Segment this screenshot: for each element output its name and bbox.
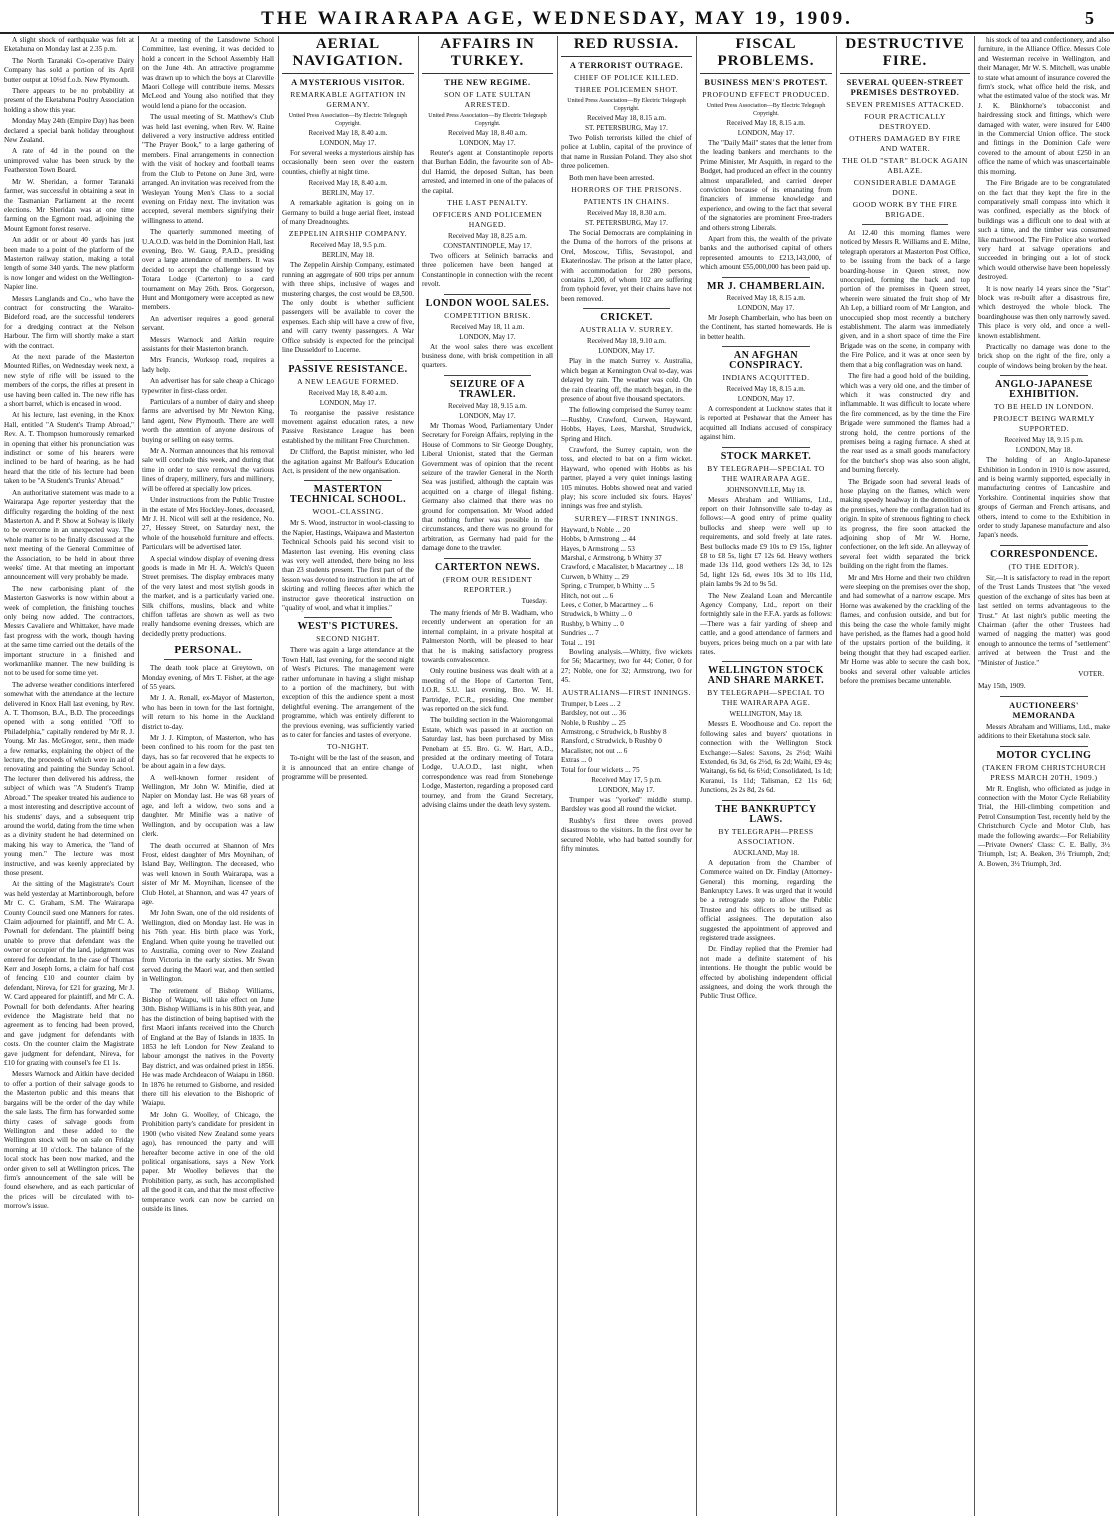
scorecard-line: Spring, c Trumper, b Whitty ... 5	[561, 582, 655, 591]
news-paragraph: Mr R. English, who officiated as judge in connection with the Motor Cycle Reliability Trial, the Hill-climbing competition and Petrol Consumption Test, recently held by the Christchurch Cycle and Motor Club, has made the following awards:—For Reliability—Private Owners' Class: C. E. Bally, 3½ Triumph, 1st; A. Beaken, 3½ Triumph, 2nd; A. Bowen, 3½ Triumph, 3rd.	[978, 784, 1110, 868]
news-paragraph: The holding of an Anglo-Japanese Exhibition in London in 1910 is now assured, and is being warmly supported, especially in manufacturing centres of Lancashire and Yorkshire. Continental inquiries show that groups of German and French artisans, and others, intend to come to the Exhibition in order to study Japanese manufacture and also Japan's needs.	[978, 456, 1110, 540]
divider	[862, 224, 948, 225]
news-paragraph: Two officers at Selinich barracks and three policemen have been hanged at Constantinople in connection with the recent revolt.	[422, 252, 553, 289]
section-heading-personal: PERSONAL.	[174, 644, 242, 657]
scorecard-line: Rushby, b Whitty ... 0	[561, 619, 624, 628]
placeline: CONSTANTINOPLE, May 17.	[443, 242, 532, 251]
news-paragraph: The many friends of Mr B. Wadham, who recently underwent an operation for an internal complaint, in a private hospital at Palmerston North, will be pleased to hear that he is making satisfactory progress towards convalescence.	[422, 608, 553, 664]
article-subheadline: INDIANS ACQUITTED.	[722, 372, 810, 382]
scorecard-line: Ransford, c Strudwick, b Rushby 0	[561, 737, 662, 746]
placeline: LONDON, May 17.	[737, 394, 795, 403]
personal-item: A well-known former resident of Wellington, Mr John W. Minifie, died at Napier on Monday last. He was 68 years of age, and left a widow, two sons and a daughter. Mr Minifie was a native of Wellington, and by occupation was a law clerk.	[142, 773, 274, 839]
news-paragraph: To-night will be the last of the season, and it is announced that an entire change of programme will be presented.	[282, 754, 414, 782]
divider	[722, 661, 810, 662]
news-paragraph: Mr S. Wood, instructor in wool-classing to the Napier, Hastings, Waipawa and Masterton Technical Schools paid his second visit to Masterton last evening. His evening class was very well attended, there being no less than 23 students present. The first part of the lesson was devoted to instruction in the art of skirting and rolling fleeces after which the instructor gave theoretical instruction on "quality of wool, and what it implies."	[282, 519, 414, 612]
article-headline: MOTOR CYCLING	[996, 749, 1092, 761]
news-paragraph: It is now nearly 14 years since the "Star" block was re-built after a disastrous fire, which destroyed the whole block. The boardinghouse was then only narrowly saved. This place is very old, and once a well-known establishment.	[978, 284, 1110, 340]
news-paragraph: The North Taranaki Co-operative Dairy Company has sold a portion of its April butter output at 10½d f.o.b. New Plymouth.	[4, 56, 134, 84]
article-subheadline: TO-NIGHT.	[327, 742, 369, 752]
news-paragraph: Particulars of a number of dairy and sheep farms are advertised by Mr Newton King, land agent, New Plymouth. There are well worth the attention of anyone desirous of buying or selling on easy terms.	[142, 398, 274, 444]
personal-item: Mr J. A. Renall, ex-Mayor of Masterton, who has been in town for the last fortnight, will return to his home in the Auckland district to-day.	[142, 694, 274, 731]
dateline: Received May 18, 9.10 a.m.	[587, 337, 666, 346]
news-paragraph: Reuter's agent at Constantinople reports that Burhan Eddin, the favourite son of Ab-dul Hamid, the deposed Sultan, has been arrested, and interned in one of the palaces of the capital.	[422, 149, 553, 195]
placeline: LONDON, May 17.	[737, 129, 795, 137]
personal-item: The death took place at Greytown, on Monday evening, of Mrs T. Fisher, at the age of 55 years.	[142, 664, 274, 691]
news-paragraph: A correspondent at Lucknow states that it is reported at Peshawar that the Ameer has acquitted all Indians accused of conspiracy against him.	[700, 404, 832, 442]
column-7	[840, 36, 970, 1516]
news-paragraph: The Brigade soon had several leads of hose playing on the flames, which were making speedy headway in the demolition of the premises, where the conflagration had its origin. In spite of strenuous fighting to check its progress, the fire soon attacked the adjoining shop of Mr W. Horne, confectioner, on the left side. An alleyway of several feet width separated the brick building on the right from the flames.	[840, 477, 970, 571]
article-subheadline: SEVEN PREMISES ATTACKED.	[846, 100, 964, 109]
column-5	[561, 36, 692, 1516]
divider	[722, 277, 810, 278]
placeline: LONDON, May 17.	[319, 398, 377, 407]
article-subheadline: OFFICERS AND POLICEMEN HANGED.	[432, 210, 543, 230]
divider	[304, 480, 392, 481]
article-subheadline: CONSIDERABLE DAMAGE DONE.	[853, 178, 957, 197]
placeline: WELLINGTON, May 18.	[729, 710, 803, 719]
article-subheadline: (TAKEN FROM CHRISTCHURCH PRESS MARCH 20TH, 1909.)	[982, 762, 1106, 782]
news-paragraph: Play in the match Surrey v. Australia, which began at Kennington Oval to-day, was delayed by rain. The weather was cold. On the rain clearing off, the match began, in the presence of about five thousand spectators.	[561, 357, 692, 403]
advertisement-note: Messrs Warnock and Aitkin require assistants for their Masterton branch.	[142, 335, 274, 353]
placeline: LONDON, May 18.	[1015, 446, 1073, 455]
personal-item: The death occurred at Shannon of Mrs Frost, eldest daughter of Mrs Moynihan, of Island Bay, Wellington. The deceased, who was well known in South Wairarapa, was a sister of Mr M. Moynihan, licensee of the Club Hotel, at Shannon, and was 47 years of age.	[142, 841, 274, 906]
letter-paragraph: Sir,—It is satisfactory to read in the report of the Trust Lands Trustees that "the vexed question of the exchange of sites has been at last settled on terms advantageous to the Trust." At last night's public meeting the Chairman (after the other Trustees had warned of nagging the matter) was good enough to announce the terms of "settlement" arrived at between the Trust and the "Minister of Justice."	[978, 573, 1110, 667]
article-subheadline: BUSINESS MEN'S PROTEST.	[704, 78, 828, 87]
news-paragraph: The Social Democrats are complaining in the Duma of the horrors of the prisons at Orel, Moscow, Tiflis, Sevastopol, and Ekaterinoslav. The prison at the latter place, with accommodation for 280 persons, contains 1,200, of whom 102 are suffering from typhoid fever, yet their chains have not been removed.	[561, 229, 692, 303]
article-headline: AUCTIONEERS' MEMORANDA	[1009, 700, 1079, 720]
article-headline: THE BANKRUPTCY LAWS.	[715, 803, 817, 825]
article-headline: CRICKET.	[600, 312, 653, 324]
divider	[444, 558, 531, 559]
article-subheadline: BY TELEGRAPH—PRESS ASSOCIATION.	[718, 826, 814, 846]
news-paragraph: At his lecture, last evening, in the Knox Hall, entitled "A Student's Tramp Abroad," Rev. A. T. Thompson humorously remarked in opening that either his pronunciation was indistinct or some of his hearers were inclined to be hard of hearing, as he had heard that the title of his lecture had been taken to be "A Student's Trunks' Abroad."	[4, 411, 134, 486]
article-subheadline: THREE POLICEMEN SHOT.	[574, 85, 679, 94]
divider	[583, 308, 670, 309]
news-paragraph: A remarkable agitation is going on in Germany to build a huge aerial fleet, instead of many Dreadnoughts.	[282, 199, 414, 227]
article-subheadline: TO BE HELD IN LONDON.	[994, 402, 1094, 412]
news-paragraph: A deputation from the Chamber of Commerce waited on Dr. Findlay (Attorney-General) this morning, regarding the Bankruptcy Laws. It was urged that it would be a retrograde step to allow the Public Trustee and his officers to be utilised as official assignees. The deputation also suggested the appointment of approved and registered trade assignees.	[700, 858, 832, 942]
wire-credit: United Press Association—By Electric Telegraph Copyright.	[428, 113, 547, 127]
dateline: Received May 18, 8.15 a.m.	[726, 384, 806, 393]
news-paragraph: Messrs Abraham and Williams, Ltd., make additions to their Eketahuna stock sale.	[978, 722, 1110, 741]
column-rule	[836, 36, 837, 1516]
article-headline: RED RUSSIA.	[561, 36, 692, 57]
news-paragraph: At a meeting of the Lansdowne School Committee, last evening, it was decided to hold a concert in the School Assembly Hall on the June 4th. An attractive programme was drawn up to which the boys at Clareville Maori College will contribute items. Messrs McLeod and Young also notified that they would lend a piano for the occasion.	[142, 36, 274, 110]
wire-credit: United Press Association—By Electric Telegraph Copyright.	[567, 98, 686, 112]
scorecard-title: SURREY—FIRST INNINGS.	[574, 513, 679, 523]
dateline: Tuesday.	[521, 596, 547, 605]
article-subheadline: CHIEF OF POLICE KILLED.	[574, 73, 679, 82]
article-subheadline: THE NEW REGIME.	[444, 78, 531, 87]
news-paragraph: Trumper was "yorked" middle stump. Bardsley was good all round the wicket.	[561, 795, 692, 814]
dateline: Received May 18, 11 a.m.	[450, 322, 525, 331]
column-3	[282, 36, 414, 1516]
article-headline: MASTERTON TECHNICAL SCHOOL.	[289, 484, 407, 506]
masthead	[0, 0, 1114, 34]
article-subheadline: HORRORS OF THE PRISONS.	[571, 185, 682, 195]
news-paragraph: At the wool sales there was excellent business done, with brisk competition in all quarters.	[422, 342, 553, 370]
divider	[304, 617, 392, 618]
news-paragraph: Mr W. Sheridan, a former Taranaki farmer, was successful in obtaining a seat in the Tasmanian Parliament at the recent elections. Mr Sheridan was at one time farming on the Egmont road, adjoining the Mount Egmont forest reserve.	[4, 177, 134, 233]
scorecard-line: Extras ... 0	[561, 756, 592, 765]
news-paragraph: Only routine business was dealt with at a meeting of the Hope of Carterton Tent, I.O.R. S.U. last evening, Bro. W. H. Partridge, P.C.R., presiding. One member was reported on the sick fund.	[422, 667, 553, 714]
news-paragraph: There appears to be no probability at present of the Eketahuna Poultry Association holding a show this year.	[4, 87, 134, 114]
divider	[722, 800, 810, 801]
column-6	[700, 36, 832, 1516]
article-subheadline: REMARKABLE AGITATION IN GERMANY.	[290, 90, 406, 109]
column-rule	[278, 36, 279, 1516]
article-headline: PASSIVE RESISTANCE.	[288, 363, 408, 375]
divider	[1000, 696, 1088, 697]
news-paragraph: To reorganise the passive resistance movement against education rates, a new Passive Resistance League has been established by the militant Free Churchmen.	[282, 408, 414, 445]
article-subheadline: A MYSTERIOUS VISITOR.	[291, 78, 405, 87]
column-rule	[696, 36, 697, 1516]
scorecard-line: Hayward, b Noble ... 20	[561, 525, 631, 534]
article-subheadline: ZEPPELIN AIRSHIP COMPANY.	[288, 229, 408, 239]
article-subheadline: PROJECT BEING WARMLY SUPPORTED.	[993, 414, 1095, 434]
news-paragraph: Apart from this, the wealth of the private banks and the authorised capital of others represented amounts to £213,143,000, of which amount £55,000,000 has been paid up.	[700, 235, 832, 272]
placeline: LONDON, May 17.	[459, 139, 516, 147]
news-paragraph: Mr and Mrs Horne and their two children were sleeping on the premises over the shop, and had somewhat of a narrow escape. Mrs Horne was awakened by the crackling of the flames, and confusion outside, and but for this being the case the whole family might have perished, as the flames had a good hold of the upstairs portion of the building, it being thought that they had escaped earlier. Mr Horne was able to secure the cash box, books and several other valuable articles before the premises became untenable.	[840, 573, 970, 686]
scorecard-line: Strudwick, b Whitty ... 0	[561, 610, 632, 619]
scorecard-line: Macalister, not out ... 6	[561, 746, 628, 755]
news-paragraph: Practically no damage was done to the brick shop on the right of the fire, only a couple of windows being broken by the heat.	[978, 343, 1110, 370]
news-paragraph: Rushby's first three overs proved disastrous to the visitors. In the first over he secured Noble, who had batted soundly for fifty minutes.	[561, 816, 692, 853]
divider	[1000, 375, 1088, 376]
news-paragraph: Both men have been arrested.	[569, 173, 655, 182]
article-headline: WELLINGTON STOCK AND SHARE MARKET.	[707, 665, 825, 687]
scorecard-line: Crawford, c Macalister, b Macartney ... 18	[561, 563, 684, 572]
article-subheadline: WOOL-CLASSING.	[312, 507, 384, 517]
news-paragraph: The quarterly summoned meeting of U.A.O.D. was held in the Dominion Hall, last evening, Bro. W. Gaug, P.A.D., presiding over a large attendance of members. It was decided to accept the challenge issued by Totara Lodge (Carterton) to a card tournament on May 26th. Bros. Gorgerson, Hunt and Montgomery were accepted as new members.	[142, 228, 274, 312]
news-paragraph: Under instructions from the Public Trustee in the estate of Mrs Hockley-Jones, deceased, Mr J. H. Nicol will sell at the residence, No. 27, Hessey Street, on Saturday next, the whole of the household furniture and effects. Particulars will be advertised later.	[142, 496, 274, 552]
news-paragraph: The "Daily Mail" states that the letter from the leading bankers and merchants to the Prime Minister, Mr Asquith, in regard to the Budget, had produced an effect in the country almost unparalleled, and carried deeper conviction because of its emanating from financiers of immense knowledge and experience, and owing to the fact that several of the signatories are prominent Free-traders and others strong Liberals.	[700, 139, 832, 232]
divider	[164, 659, 252, 660]
personal-item: Mr John G. Woolley, of Chicago, the Prohibition party's candidate for president in 1900 (who visited New Zealand some years ago), has renounced the party and will hereafter become active in one of the old political organisations, says a New York paper. Mr Woolley believes that the Prohibition party, as such, has accomplished all the good it can, and that the most effective temperance work can now be carried on outside its lines.	[142, 1110, 274, 1213]
news-paragraph: Two Polish terrorists killed the chief of police at Lublin, capital of the province of that name in Russian Poland. They also shot three policemen.	[561, 134, 692, 171]
dateline: Received May 18, 8.30 a.m.	[587, 209, 666, 218]
news-paragraph: Monday May 24th (Empire Day) has been declared a special bank holiday throughout New Zealand.	[4, 117, 134, 145]
placeline: LONDON, May 17.	[598, 347, 655, 356]
news-paragraph: At the sitting of the Magistrate's Court was held yesterday at Martinborough, before Mr C. C. Graham, S.M. The Wairarapa County Council sued one Manners for rates. Claim adjourned for plaintiff, and Mr C. A. Pownall for defendant. The plaintiff being unable to prove that defendant was the owner or occupier of the land, judgment was entered for defendant. In the case of Thomas Kerr and Joseph Iorns, a claim for half cost of fencing £10 and counter claim by defendant, Nireva, for £21 for grazing, Mr J. W. Card appeared for plaintiff, and Mr C. A. Pownall for both defendants. After hearing evidence the Magistrate held that no agreement as to fencing had been proved, and gave judgment for defendants with costs. On the counter claim the Magistrate gave judgment for defendant, Nireva, for £10 for grazing with counsel's fee £1 1s.	[4, 880, 134, 1068]
news-paragraph: The following comprised the Surrey team:—Rushby, Crawford, Curwen, Hayward, Hobbs, Hayes, Lees, Marshal, Strudwick, Spring and Hitch.	[561, 406, 692, 443]
advertisement-note: Mrs Francis, Worksop road, requires a lady help.	[142, 356, 274, 374]
scorecard-line: Curwen, b Whitty ... 29	[561, 572, 629, 581]
news-paragraph: There was again a large attendance at the Town Hall, last evening, for the second night of West's Pictures. The management were rather unfortunate in having a slight mishap to a portion of the machinery, but with exception of this the audience spent a most delightful evening. The arrangement of the programme, which was entirely different to the previous evening, was sufficiently varied as to cater for fancies and tastes of everyone.	[282, 646, 414, 740]
article-headline: MR J. CHAMBERLAIN.	[707, 280, 825, 292]
article-subheadline: OTHERS DAMAGED BY FIRE AND WATER.	[849, 134, 961, 153]
news-paragraph: At 12.40 this morning flames were noticed by Messrs R. Williams and E. Milne, telegraph operators at Masterton Post Office, to be issuing from the back of a large boarding-house in Queen street, now unoccupied, forming the back and top portion of the premises in Queen street, wherein were situated the fruit shop of Mr Ah Lep, a billiard room of Mr Langton, and unoccupied shop most recently a butchery establishment. The alarm was immediately given, and in a short space of time the Fire Brigade was on the scene, in company with the Fire Police, and it was at once seen by them that a big conflagration was on hand.	[840, 229, 970, 369]
advertisement-note: An advertiser has for sale cheap a Chicago typewriter in first-class order.	[142, 377, 274, 395]
news-paragraph: Dr. Findlay replied that the Premier had not made a definite statement of his intentions. He thought the public would be effected by abolishing independent official assignees, and doing the work through the Public Trust Office.	[700, 945, 832, 1001]
news-paragraph: Bowling analysis.—Whitty, five wickets for 56; Macartney, two for 44; Cotter, 0 for 27; Noble, one for 32; Armstrong, two for 45.	[561, 648, 692, 685]
divider	[1000, 545, 1088, 546]
article-subheadline: PATIENTS IN CHAINS.	[583, 197, 670, 207]
column-8	[978, 36, 1110, 1516]
column-rule	[418, 36, 419, 1516]
placeline: ST. PETERSBURG, May 17.	[585, 124, 668, 132]
letter-date: May 15th, 1909.	[978, 682, 1026, 691]
news-paragraph: The New Zealand Loan and Mercantile Agency Company, Ltd., report on their fortnightly sale in the F.F.A. yards as follows:—There was a fair yarding of sheep and cattle, and a good attendance of farmers and buyers, prices being much on a par with late rates.	[700, 591, 832, 657]
article-subheadline: A NEW LEAGUE FORMED.	[297, 376, 399, 386]
wire-credit: United Press Association—By Electric Telegraph Copyright.	[288, 113, 408, 127]
scorecard-line: Total for four wickets ... 75	[561, 765, 640, 774]
scorecard-line: Noble, b Rushby ... 25	[561, 718, 626, 727]
letter-signature: VOTER.	[1078, 669, 1104, 678]
article-subheadline: (TO THE EDITOR).	[1008, 561, 1080, 571]
dateline: Received May 18, 9.5 p.m.	[310, 241, 386, 250]
column-4	[422, 36, 553, 1516]
article-subheadline: A TERRORIST OUTRAGE.	[569, 61, 684, 70]
advertisement-note: An advertiser requires a good general servant.	[142, 314, 274, 333]
article-subheadline: AUSTRALIA V. SURREY.	[579, 325, 674, 335]
news-paragraph: Messrs Abraham and Williams, Ltd., report on their Johnsonville sale to-day as follows:—A good entry of prime quality bullocks and sheep were well up to requirements, and sold freely at late rates. Best bullocks made £9 10s to £9 15s, lighter £8 to £8 5s, light £7 12s 6d. Heavy wethers made 13s 11d, good wethers 12s 3d, to 12s 5d, light 12s 6d, ewes 10s 3d to 10s 11d, plain lambs 9s 2d to 9s 5d.	[700, 495, 832, 589]
news-paragraph: his stock of tea and confectionery, and also furniture, in the Alliance Office. Messrs Cole and Westerman receive in Wellington, and their Manager, Mr W. S. Mitchell, was unable to state what amount of insurance covered the firm's stock, what office held the risk, and what the estimated value of the stock was. Mr J. K. Blinkhorne's tobacconist and hairdressing stock and fittings, which were damaged with water, were insured for £400 in the Commercial Union office. The stock and fittings in the Dominion Cafe were covered to the amount of about £250 in an office the name of which was unascertainable this morning.	[978, 36, 1110, 176]
article-subheadline: BY TELEGRAPH—SPECIAL TO THE WAIRARAPA AGE.	[707, 463, 825, 483]
dateline: Received May 18, 8.15 a.m.	[587, 114, 666, 122]
article-headline: CORRESPONDENCE.	[990, 548, 1098, 560]
article-headline: DESTRUCTIVE FIRE.	[840, 36, 970, 74]
news-paragraph: Mr Thomas Wood, Parliamentary Under Secretary for Foreign Affairs, replying in the House of Commons to Sir George Doughty, Liberal Unionist, stated that the German Government was of opinion that the recent seizure of the trawler General in the North Sea was justified, although the captain was acquitted on a charge of illegal fishing. Germany also claimed that there was no ground for compensation. Mr Wood added that nothing further was possible in the circumstances, and there was no ground for arbitration, as Germany had paid for the damage done to the trawler.	[422, 421, 553, 553]
column-rule	[557, 36, 558, 1516]
news-paragraph: The usual meeting of St. Matthew's Club was held last evening, when Rev. W. Raine delivered a very instructive address entitled "The Prayer Book," to a large gathering of members. Final arrangements in connection with the visit of hockey and football teams from the Club to Petone on June 3rd, were arranged. An invitation was received from the Wesleyan Young Men's Class to a social evening on Friday next. The invitation was accepted, several members signifying their willingness to attend.	[142, 113, 274, 225]
dateline: Received May 18, 8.40 a.m.	[308, 179, 388, 188]
personal-item: The retirement of Bishop Williams, Bishop of Waiapu, will take effect on June 30th. Bishop Williams is in his 80th year, and has the distinction of being baptised with the first Maori infants received into the Church of England at the Bay of Islands in 1835. In 1853 he left London for New Zealand to labour amongst the natives in the Poverty Bay district, and was ordained priest in 1856. He was made Archdeacon of Waiapu in 1860. In 1876 he returned to Gisborne, and resided there till his elevation to the Bishopric of Waiapu.	[142, 986, 274, 1108]
dateline: Received May 17, 5 p.m.	[591, 775, 662, 784]
divider	[1000, 746, 1088, 747]
article-subheadline: SON OF LATE SULTAN ARRESTED.	[444, 90, 531, 109]
personal-item: Mr John Swan, one of the old residents of Wellington, died on Monday last. He was in his 76th year. His birth place was York, England. When quite young he travelled out to Australia, coming over to New Zealand from Victoria in the early sixties. Mr Swan served during the Maori war, and then settled in Wellington.	[142, 909, 274, 984]
news-paragraph: Crawford, the Surrey captain, won the toss, and elected to bat on a firm wicket. Hayward, who opened with Hobbs as his partner, played a very quiet innings lasting 105 minutes. Hobbs showed neat and varied play; his score included six fours. Hayes' innings was free and stylish.	[561, 445, 692, 511]
article-headline: STOCK MARKET.	[720, 450, 812, 462]
dateline: Received May 18, 8.40 a.m.	[308, 129, 388, 137]
divider	[444, 375, 531, 376]
placeline: LONDON, May 17.	[598, 785, 655, 794]
article-subheadline: BY TELEGRAPH—SPECIAL TO THE WAIRARAPA AGE.	[707, 688, 825, 708]
news-paragraph: An addit or or about 40 yards has just been made to a point of the platform of the Masterton railway station, making a total length of some 340 yards. The new platform is now longer and widest on the Wellington-Napier line.	[4, 236, 134, 292]
divider	[304, 360, 392, 361]
article-headline: ANGLO-JAPANESE EXHIBITION.	[995, 379, 1093, 401]
scorecard-line: Armstrong, c Strudwick, b Rushby 8	[561, 727, 667, 736]
scorecard-line: Hayes, b Armstrong ... 53	[561, 544, 635, 553]
news-paragraph: For several weeks a mysterious airship has occasionally been seen over the eastern counties, chiefly at night time.	[282, 149, 414, 176]
placeline: JOHNSONVILLE, May 18.	[726, 485, 806, 494]
divider	[722, 447, 810, 448]
article-headline: FISCAL PROBLEMS.	[700, 36, 832, 74]
article-subheadline: COMPETITION BRISK.	[444, 310, 531, 320]
placeline: LONDON, May 17.	[319, 139, 377, 147]
article-subheadline: THE OLD "STAR" BLOCK AGAIN ABLAZE.	[842, 156, 968, 175]
article-subheadline: THE LAST PENALTY.	[447, 198, 528, 208]
wire-credit: United Press Association—By Electric Telegraph Copyright.	[706, 103, 826, 117]
dateline: Received May 18, 8.25 a.m.	[448, 232, 527, 241]
scorecard-line: Bardsley, not out ... 36	[561, 709, 627, 718]
placeline: LONDON, May 17.	[459, 332, 516, 341]
scorecard-line: Marshal, c Armstrong, b Whitty 37	[561, 554, 662, 562]
dateline: Received May 18, 8.40 a.m.	[448, 129, 527, 137]
placeline: BERLIN, May 17.	[321, 189, 375, 198]
column-rule	[138, 36, 139, 1516]
dateline: Received May 18, 8.15 a.m.	[726, 293, 806, 302]
divider	[444, 294, 531, 295]
article-headline: LONDON WOOL SALES.	[425, 297, 550, 309]
article-headline: WEST'S PICTURES.	[297, 621, 399, 633]
scorecard-line: Total ... 191	[561, 638, 596, 647]
scorecard-line: Hitch, not out ... 6	[561, 591, 614, 600]
news-paragraph: The fire had a good hold of the building, which was a very old one, and the timber of which it was constructed dry and inflammable. It was difficult to locate where the fire commenced, as by the time the Fire Brigade were summoned the flames had a strong hold, the centre portions of the premises being a raging furnace. A shed at the rear used as a small goods manufactory for the butcher's shop was also soon alight, and burning fiercely.	[840, 372, 970, 475]
article-headline: CARTERTON NEWS.	[435, 561, 540, 573]
dateline: Received May 18, 8.15 a.m.	[726, 119, 806, 127]
news-paragraph: The adverse weather conditions interfered somewhat with the attendance at the lecture delivered in Knox Hall last evening, by Rev. A. T. Thomson, B.A., B.D. The proceedings opened with a song entitled "Off to Philadelphia," capitally rendered by Mr R. J. Young. Mr Jas. McGregor, senr., then made a few remarks, explaining the object of the lecture, the proceeds of which were in aid of renovating and painting the Sunday School. The lecturer then delivered his address, the subject of which was "A Student's Tramp Abroad." The speaker treated his audience to a most interesting and descriptive account of his students' days, and a subsequent trip around the world, dating from the time when as a divinity student he had determined on making his way to America, the "land of young men." The lecture was most instructive, and was keenly appreciated by those present.	[4, 680, 134, 877]
news-paragraph: At the next parade of the Masterton Mounted Rifles, on Wednesday week next, a new style of rifle will be issued to the members of the corps, the rifles at present in use having been called in. The new rifle has a short barrel, which is encased in wood.	[4, 353, 134, 409]
article-headline: AFFAIRS IN TURKEY.	[422, 36, 553, 74]
scorecard-line: Sundries ... 7	[561, 629, 599, 638]
article-subheadline: GOOD WORK BY THE FIRE BRIGADE.	[852, 200, 958, 219]
article-headline: AERIAL NAVIGATION.	[282, 36, 414, 74]
news-paragraph: Mr Joseph Chamberlain, who has been on the Continent, has started homewards. He is in better health.	[700, 313, 832, 341]
news-paragraph: The Fire Brigade are to be congratulated on the fact that they kept the fire in the comparatively small compass into which it was confined, especially as the block of buildings was a difficult one to deal with at such a time, and the timber was consumed like matchwood. The Fire Police also worked very hard at salvage operations and succeeded in bringing out a lot of stock which would otherwise have been hopelessly destroyed.	[978, 179, 1110, 282]
article-subheadline: (FROM OUR RESIDENT REPORTER.)	[442, 574, 533, 594]
news-paragraph: The building section in the Waiorongomai Estate, which was passed in at auction on Saturday last, has been purchased by Miss Peneham at £5. Bro. G. W. Hart, A.D., presided at the ordinary meeting of Totara Lodge, U.A.O.D., last night, when correspondence was read from Stonehenge Lodge, Masterton, regarding a proposed card tourney, and from the Grand Secretary, advising claims under the death levy system.	[422, 716, 553, 810]
dateline: Received May 18, 8.40 a.m.	[308, 388, 388, 397]
news-paragraph: Messrs E. Woodhouse and Co. report the following sales and buyers' quotations in connection with the Wellington Stock Exchange:—Sales: Saxons, 2s 2½d; Waihi Extended, 6s 3d, 6s 2½d, 6s 2d; Waihi, £9 4s; Waitangi, 6s 6d, 6s 6½d; Consolidated, 1s 1d; Kuranui, 1s 11d; Talisman, £2 11s 6d; Junctions, 2s 2s 8d, 2s 6d.	[700, 720, 832, 795]
scorecard-line: Hobbs, b Armstrong ... 44	[561, 535, 636, 544]
news-paragraph: A rate of 4d in the pound on the unimproved value has been struck by the Featherston Town Board.	[4, 147, 134, 175]
news-paragraph: Messrs Langlands and Co., who have the contract for constructing the Waraito-Bideford road, are the successful tenderers for a dredging contract at the Nelson Harbour. The firm will shortly make a start with the contract.	[4, 294, 134, 350]
column-2	[142, 36, 274, 1516]
scorecard-title: AUSTRALIANS—FIRST INNINGS.	[562, 687, 691, 697]
news-paragraph: The Zeppelin Airship Company, estimated running an aggregate of 600 trips per annum with three ships, inclusive of wages and mustering charges, the cost would be £8,500. The only doubt is whether sufficient passengers will be available to cover the expenses. Each ship will have a crew of five, and will carry twenty passengers. A War Office subsidy is expected for the principal line Dusseldorf to Lucerne.	[282, 261, 414, 355]
article-headline: AN AFGHAN CONSPIRACY.	[729, 349, 803, 371]
scorecard-line: Trumper, b Lees ... 2	[561, 699, 621, 708]
placeline: ST. PETERSBURG, May 17.	[585, 219, 668, 228]
dateline: Received May 18, 9.15 p.m.	[1004, 436, 1084, 445]
news-paragraph: A slight shock of earthquake was felt at Eketahuna on Monday last at 2.35 p.m.	[4, 36, 134, 54]
news-paragraph: A special window display of evening dress goods is made in Mr H. A. Welch's Queen Street premises. The display embraces many of the very latest and most stylish goods in the market, and is a particularly varied one. Silk chiffons, muslins, black and white chiffon taffetas are shown as well as two really handsome evening dresses, which are decidedly pretty productions.	[142, 554, 274, 638]
placeline: BERLIN, May 18.	[321, 251, 375, 260]
news-paragraph: An authoritative statement was made to a Wairarapa Age reporter yesterday that the difficulty regarding the holding of the next Masterton A. and P. Show at Solway is likely to be overcome in an unexpected way. The whole matter is to be finally discussed at the next meeting of the General Committee of the Association, to be held in about three weeks' time. At that meeting an important announcement will very probably be made.	[4, 488, 134, 582]
page-number: 5	[1085, 8, 1094, 28]
placeline: LONDON, May 17.	[459, 411, 516, 420]
personal-item: Mr J. J. Kimpton, of Masterton, who has been confined to his room for the past ten days, has so far recovered that he expects to be about again in a few days.	[142, 734, 274, 771]
scorecard-line: Lees, c Cotter, b Macartney ... 6	[561, 601, 654, 610]
placeline: LONDON, May 17.	[737, 303, 795, 312]
article-subheadline: SECOND NIGHT.	[316, 634, 380, 644]
news-paragraph: Mr A. Norman announces that his removal sale will conclude this week, and during that time in order to save removal the various lines of drapery, millinery, furs and millinery, will be offered at specially low prices.	[142, 447, 274, 493]
column-1	[4, 36, 134, 1516]
article-subheadline: SEVERAL QUEEN-STREET PREMISES DESTROYED.	[846, 78, 964, 97]
news-paragraph: The new carbonising plant of the Masterton Gasworks is now within about a week of completion, the finishing touches only being now added. The contractors, Messrs Cavaliere and Whittaker, have made fast progress with the work, though having at the same time carried out the details of the important structure in a finished and workmanlike manner. The new building is not to be used for some time yet.	[4, 584, 134, 678]
divider	[722, 346, 810, 347]
column-rule	[974, 36, 975, 1516]
article-subheadline: PROFOUND EFFECT PRODUCED.	[702, 90, 830, 99]
masthead-title: THE WAIRARAPA AGE, WEDNESDAY, MAY 19, 1909.	[261, 8, 853, 29]
news-paragraph: Messrs Warnock and Aitkin have decided to offer a portion of their salvage goods to the Masterton public and this means that bargains will be the order of the day while the sale lasts. The firm has forwarded some thirty cases of salvage goods from Wellington and these added to the Wellington stock will be on sale on Friday morning at 10 o'clock. The balance of the local stock has been now marked, and the order given to sell at Wellington prices. The firm's announcement of the sale will be found elsewhere, and as each particular of the prices will be circulated with to-morrow's issue.	[4, 1070, 134, 1211]
article-headline: SEIZURE OF A TRAWLER.	[449, 378, 526, 400]
article-subheadline: FOUR PRACTICALLY DESTROYED.	[864, 112, 946, 131]
news-paragraph: Dr Clifford, the Baptist minister, who led the agitation against Mr Balfour's Education Act, is president of the new organisation.	[282, 448, 414, 475]
placeline: AUCKLAND, May 18.	[732, 848, 800, 857]
dateline: Received May 18, 9.15 a.m.	[448, 401, 527, 410]
